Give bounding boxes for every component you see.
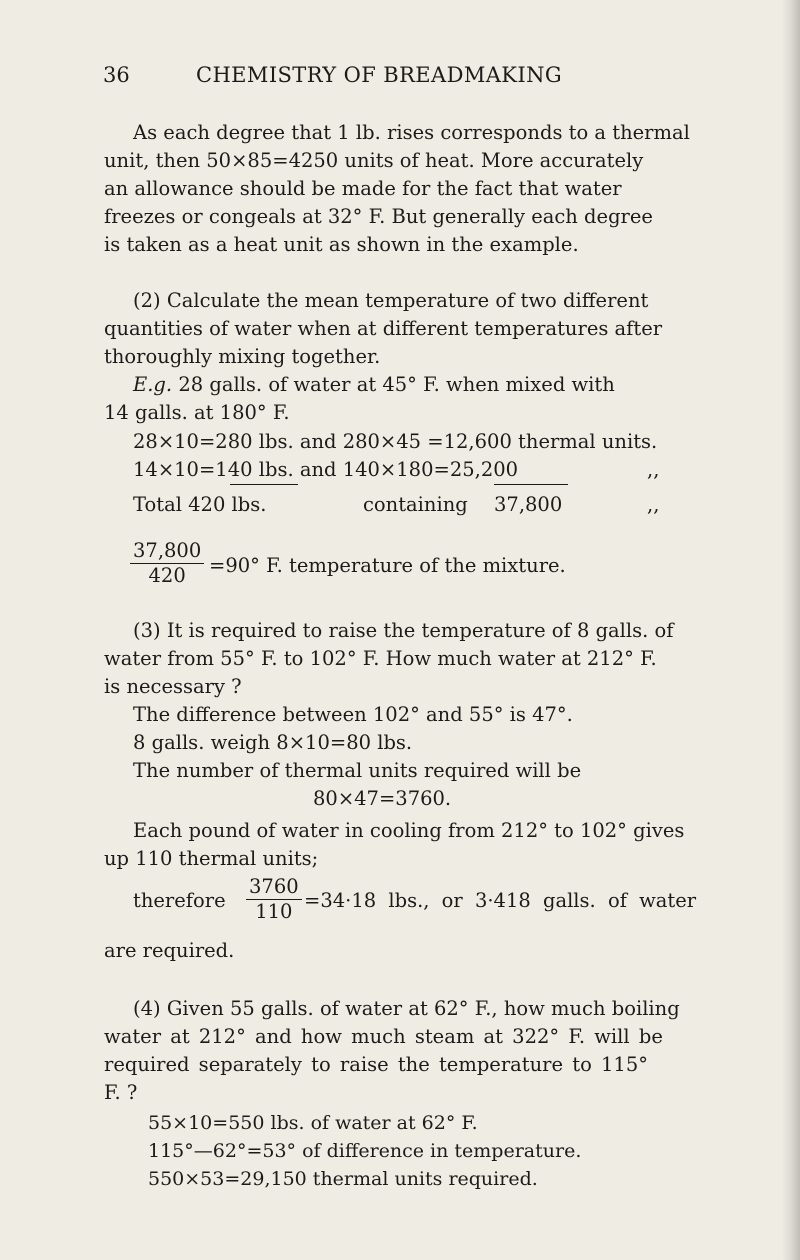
ex3-line-6: The number of thermal units required will be — [133, 759, 582, 782]
ex4-line-5: 55×10=550 lbs. of water at 62° F. — [148, 1112, 478, 1134]
ex4-line-2: water at 212° and how much steam at 322° F. will be — [104, 1025, 663, 1048]
ex4-line-1: (4) Given 55 galls. of water at 62° F., how much boiling — [133, 997, 680, 1020]
ex4-line-4: F. ? — [104, 1081, 138, 1104]
ex2-containing: containing — [363, 493, 468, 516]
ex2-total-value: 37,800 — [494, 493, 563, 516]
intro-line-3: an allowance should be made for the fact that water — [104, 177, 622, 200]
ex3-line-2: water from 55° F. to 102° F. How much water at 212° F. — [104, 647, 657, 670]
intro-line-2: unit, then 50×85=4250 units of heat. More accurately — [104, 149, 644, 172]
ex4-line-3: required separately to raise the temperature to 115° — [104, 1053, 648, 1076]
ex3-line-8: Each pound of water in cooling from 212° to 102° gives — [133, 819, 685, 842]
ex2-result: =90° F. temperature of the mixture. — [209, 554, 566, 577]
ex3-therefore: therefore — [133, 889, 226, 912]
intro-line-5: is taken as a heat unit as shown in the example. — [104, 233, 579, 256]
page-number: 36 — [103, 63, 130, 87]
ex2-line-3: thoroughly mixing together. — [104, 345, 381, 368]
ex3-line-3: is necessary ? — [104, 675, 242, 698]
ex3-line-5: 8 galls. weigh 8×10=80 lbs. — [133, 731, 413, 754]
page-edge-shadow — [782, 0, 800, 1260]
ex3-fraction-numerator: 3760 — [246, 876, 302, 900]
ex2-example-line — [133, 372, 615, 398]
ex4-line-7: 550×53=29,150 thermal units required. — [148, 1168, 538, 1190]
ex2-calc-line-1: 28×10=280 lbs. and 280×45 =12,600 thermal units. — [133, 430, 658, 453]
ex2-fraction — [130, 540, 204, 587]
ex3-result: =34·18 lbs., or 3·418 galls. of water — [304, 889, 697, 912]
eg-text: 28 galls. of water at 45° F. when mixed with — [172, 373, 615, 396]
ex3-line-1: (3) It is required to raise the temperature of 8 galls. of — [133, 619, 674, 642]
intro-line-1: As each degree that 1 lb. rises corresponds to a thermal — [133, 121, 690, 144]
ditto-mark-1: ,, — [647, 458, 660, 481]
ex3-line-7: 80×47=3760. — [313, 787, 452, 810]
ex3-fraction — [246, 876, 302, 923]
ex3-fraction-denominator: 110 — [255, 900, 293, 923]
ditto-mark-2: ,, — [647, 493, 660, 516]
ex2-line-2: quantities of water when at different temperatures after — [104, 317, 663, 340]
sum-rule-lbs — [230, 484, 298, 485]
ex2-fraction-denominator: 420 — [148, 564, 186, 587]
ex2-line-5: 14 galls. at 180° F. — [104, 401, 290, 424]
ex2-total-label: Total 420 lbs. — [133, 493, 267, 516]
eg-abbreviation: E.g. — [133, 373, 173, 396]
ex4-line-6: 115°—62°=53° of difference in temperature. — [148, 1140, 582, 1162]
ex3-line-11: are required. — [104, 939, 235, 962]
ex2-calc-line-2: 14×10=140 lbs. and 140×180=25,200 — [133, 458, 519, 481]
ex2-fraction-numerator: 37,800 — [130, 540, 204, 564]
ex2-line-1: (2) Calculate the mean temperature of two different — [133, 289, 649, 312]
running-title: CHEMISTRY OF BREADMAKING — [196, 63, 563, 87]
intro-line-4: freezes or congeals at 32° F. But generally each degree — [104, 205, 653, 228]
ex3-line-9: up 110 thermal units; — [104, 847, 319, 870]
sum-rule-units — [494, 484, 568, 485]
ex3-line-4: The difference between 102° and 55° is 47°. — [133, 703, 573, 726]
